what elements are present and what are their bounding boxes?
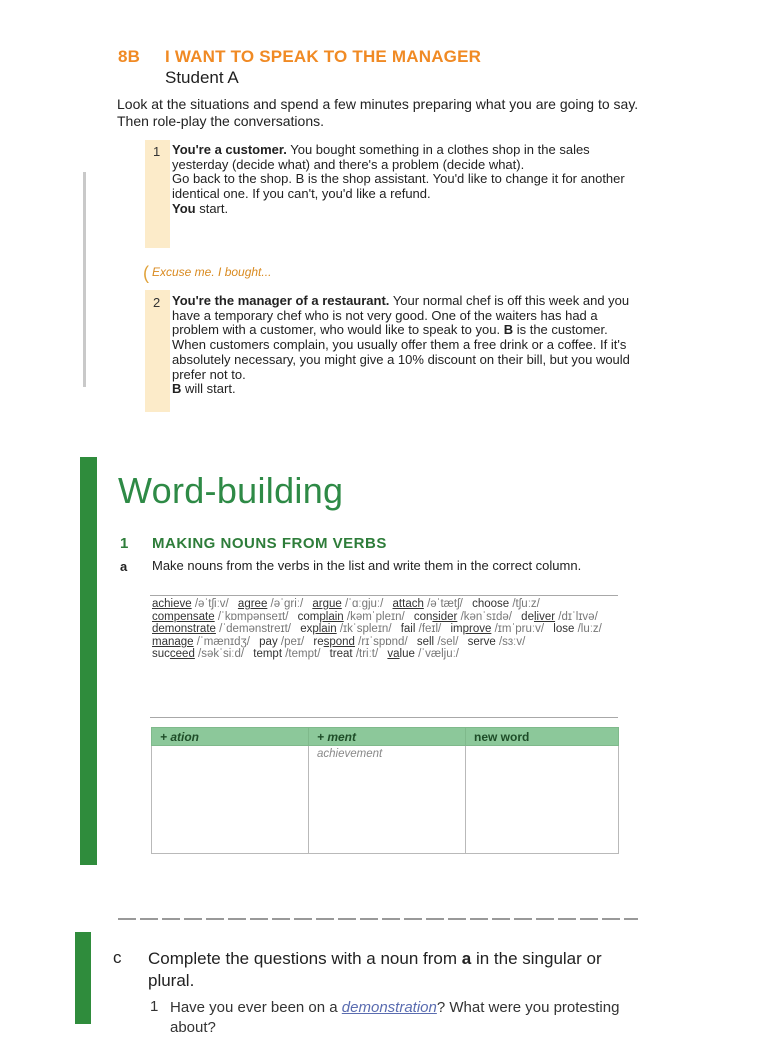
ment-answer-cell[interactable] <box>309 746 466 854</box>
verb-text: treat <box>329 648 353 661</box>
verb-item <box>300 623 391 635</box>
verb-text: sell <box>416 635 435 648</box>
verb-stressed-syllable: argue <box>312 598 342 610</box>
verb-text: com <box>297 610 320 623</box>
column-header-new-word: new word <box>466 728 619 746</box>
role-play-instructions: Look at the situations and spend a few minutes preparing what you are going to say. Then role-play the conversations. <box>117 96 639 129</box>
verb-pronunciation: /peɪ/ <box>280 635 305 648</box>
verb-pronunciation: /ɪmˈpruːv/ <box>494 623 545 636</box>
verb-item <box>387 648 459 660</box>
verb-pronunciation: /ɪkˈspleɪn/ <box>339 623 392 636</box>
task-1-body-2: Go back to the shop. B is the shop assistant. You'd like to change it for another identical one. If you can't, you'd like a refund. <box>172 171 625 202</box>
task-1-lead: You're a customer. <box>172 142 287 157</box>
verb-text: tempt <box>253 648 283 661</box>
column-header-ment: + ment <box>309 728 466 746</box>
verb-pronunciation: /sel/ <box>437 635 459 648</box>
task-2-body-a: Your normal chef is off this week and you have a temporary chef who is not very good. One of the waiters has had a problem with a customer, who would like to speak to you. <box>172 293 630 338</box>
speech-bubble-icon: ( <box>143 263 149 283</box>
verb-pronunciation: /əˈtætʃ/ <box>427 598 463 610</box>
verb-word-list <box>152 598 622 661</box>
verb-text: lose <box>553 623 575 636</box>
unit-code: 8B <box>118 47 141 66</box>
margin-divider <box>83 172 86 387</box>
speech-example: Excuse me. I bought... <box>152 265 272 279</box>
verb-text: suc <box>152 648 170 661</box>
verb-text: de <box>521 610 534 623</box>
verb-item <box>472 598 540 610</box>
section-color-bar <box>80 457 97 865</box>
unit-title: I WANT TO SPEAK TO THE MANAGER <box>165 47 482 66</box>
verb-item <box>468 636 526 648</box>
verb-item <box>313 636 407 648</box>
new-word-answer-cell[interactable] <box>466 746 619 854</box>
question-1-number: 1 <box>150 998 159 1015</box>
verb-stressed-syllable: compensate <box>152 610 215 623</box>
verb-stressed-syllable: demonstrate <box>152 623 216 636</box>
task-2-lead: You're the manager of a restaurant. <box>172 293 390 308</box>
verb-text: con <box>413 610 433 623</box>
verb-stressed-syllable: agree <box>237 598 268 610</box>
verb-text: im <box>450 623 463 636</box>
verb-pronunciation: /tempt/ <box>285 648 321 661</box>
verb-pronunciation: /kənˈsɪdə/ <box>460 610 512 623</box>
verb-stressed-syllable: achieve <box>152 598 192 610</box>
verb-item <box>152 648 244 660</box>
verb-pronunciation: /triːt/ <box>355 648 379 661</box>
task-2-closing-bold: B <box>172 381 182 397</box>
word-list-top-rule <box>150 595 618 596</box>
verb-item <box>152 611 288 623</box>
verb-item <box>298 611 405 623</box>
verb-item <box>238 598 303 610</box>
verb-pronunciation: /səkˈsiːd/ <box>198 648 245 661</box>
noun-columns-table <box>151 727 619 854</box>
part-c-instruction-pre: Complete the questions with a noun from <box>148 949 458 968</box>
verb-text: choose <box>472 598 510 610</box>
verb-item <box>417 636 459 648</box>
exercise-1-number: 1 <box>120 535 129 552</box>
verb-pronunciation: /sɜːv/ <box>498 635 526 648</box>
verb-stressed-syllable: sider <box>432 610 458 623</box>
verb-item <box>521 611 598 623</box>
part-c-instruction-bold: a <box>461 949 472 968</box>
verb-item <box>152 636 250 648</box>
part-c-letter: c <box>113 948 122 967</box>
question-1-pre: Have you ever been on a <box>170 999 338 1016</box>
verb-stressed-syllable: plain <box>319 610 344 623</box>
part-a-letter: a <box>120 559 128 574</box>
verb-pronunciation: /dɪˈlɪvə/ <box>558 610 598 623</box>
verb-pronunciation: /kəmˈpleɪn/ <box>346 610 405 623</box>
task-1-closing-bold: You <box>172 200 196 216</box>
verb-stressed-syllable: manage <box>152 635 194 648</box>
verb-text-end: lue <box>399 648 415 661</box>
verb-item <box>330 648 379 660</box>
verb-item <box>553 623 602 635</box>
verb-pronunciation: /rɪˈspɒnd/ <box>358 635 408 648</box>
task-2-text <box>172 294 632 397</box>
unit-subtitle: Student A <box>165 68 239 87</box>
question-1-text <box>170 998 640 1038</box>
question-1-post: ? What were you protesting about? <box>170 999 620 1036</box>
part-c-instruction-post: in the singular or plural. <box>148 949 602 990</box>
task-2-body-b: is the customer. When customers complain, you usually offer them a free drink or a coffee. If it's absolutely necessary, you might give a 10% discount on their bill, but you would prefer not to. <box>172 322 630 382</box>
verb-item <box>152 598 229 610</box>
cropped-text-line <box>118 916 638 921</box>
word-list-bottom-rule <box>150 717 618 718</box>
task-1-body: You bought something in a clothes shop in the sales yesterday (decide what) and there's a problem (decide what). <box>172 142 590 172</box>
verb-text: serve <box>467 635 496 648</box>
verb-stressed-syllable: ceed <box>169 648 195 661</box>
ation-answer-cell[interactable] <box>152 746 309 854</box>
verb-pronunciation: /əˈtʃiːv/ <box>194 598 229 610</box>
verb-item <box>152 623 291 635</box>
verb-pronunciation: /ˈɑːgjuː/ <box>344 598 384 610</box>
verb-item <box>253 648 320 660</box>
task-1-text <box>172 143 632 217</box>
part-c-instruction <box>148 948 648 992</box>
verb-pronunciation: /feɪl/ <box>418 623 442 636</box>
column-header-ation: + ation <box>152 728 309 746</box>
part-a-instruction: Make nouns from the verbs in the list and write them in the correct column. <box>152 558 582 573</box>
verb-pronunciation: /ˈvæljuː/ <box>418 648 460 661</box>
verb-item <box>259 636 304 648</box>
verb-text: pay <box>259 635 278 648</box>
task-1-closing: start. <box>199 200 229 216</box>
verb-item <box>401 623 442 635</box>
verb-item <box>414 611 512 623</box>
verb-text: re <box>313 635 324 648</box>
verb-pronunciation: /tʃuːz/ <box>512 598 540 610</box>
verb-item <box>393 598 463 610</box>
verb-stressed-syllable: spond <box>323 635 355 648</box>
verb-stressed-syllable: attach <box>392 598 424 610</box>
verb-stressed-syllable: prove <box>462 623 492 636</box>
exercise-1-title: MAKING NOUNS FROM VERBS <box>152 535 387 552</box>
task-2-number: 2 <box>153 295 161 310</box>
verb-stressed-syllable: liver <box>533 610 556 623</box>
verb-pronunciation: /ˈdemənstreɪt/ <box>219 623 291 636</box>
verb-item <box>450 623 544 635</box>
verb-pronunciation: /əˈgriː/ <box>270 598 304 610</box>
example-answer: achievement <box>317 748 383 760</box>
verb-item <box>312 598 383 610</box>
task-1-number: 1 <box>153 144 161 159</box>
task-2-body-b-bold: B <box>503 322 514 338</box>
verb-stressed-syllable: plain <box>312 623 337 636</box>
verb-text: fail <box>400 623 416 636</box>
verb-pronunciation: /ˈmænɪdʒ/ <box>196 635 250 648</box>
section-color-bar-2 <box>75 932 91 1024</box>
task-2-closing: will start. <box>185 381 236 397</box>
verb-text: ex <box>300 623 313 636</box>
verb-pronunciation: /luːz/ <box>577 623 602 636</box>
question-1-example-answer: demonstration <box>341 999 437 1016</box>
verb-pronunciation: /ˈkɒmpənseɪt/ <box>217 610 289 623</box>
verb-stressed-syllable: va <box>387 648 400 661</box>
word-building-title: Word-building <box>118 470 344 511</box>
